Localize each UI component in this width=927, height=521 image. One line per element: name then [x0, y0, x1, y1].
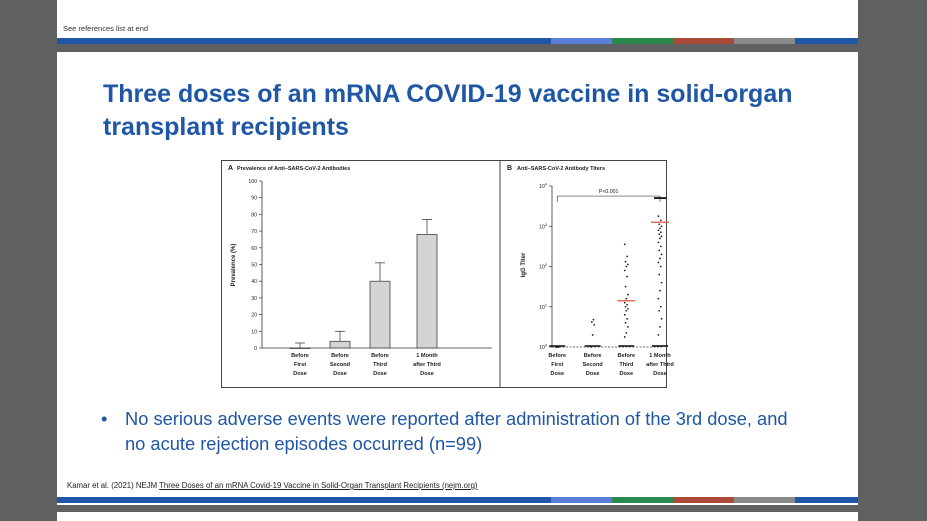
panel-b-data-point [658, 334, 660, 336]
panel-b-data-point [658, 241, 660, 243]
panel-b-data-point [660, 231, 662, 233]
bullet-marker: • [101, 408, 108, 429]
stripe-segment [551, 497, 612, 503]
panel-a-category-label: after Third [413, 362, 441, 368]
panel-b-y-tick-label: $10^0$ [539, 343, 547, 351]
stripe-segment [612, 497, 673, 503]
stripe-segment [673, 38, 734, 44]
panel-a-category-label: Before [291, 353, 309, 359]
main-slide [57, 52, 858, 505]
panel-b-data-point [660, 266, 662, 268]
panel-b-y-tick-label: $10^2$ [539, 263, 547, 271]
panel-b-y-tick-label: $10^1$ [539, 303, 547, 311]
panel-b-data-point [660, 245, 662, 247]
panel-b-data-point [626, 304, 628, 306]
panel-b-category-label: First [551, 362, 564, 368]
panel-b-data-point [625, 310, 627, 312]
panel-b-data-point [627, 308, 629, 310]
citation-link[interactable]: Three Doses of an mRNA Covid-19 Vaccine in Solid-Organ Transplant Recipients (nejm.org) [159, 481, 478, 490]
panel-b-category-label: Third [619, 362, 634, 368]
panel-b-data-point [625, 261, 627, 263]
panel-b-data-point [658, 229, 660, 231]
bullet-text [125, 406, 850, 456]
panel-b-data-point [625, 298, 627, 300]
panel-a-bar [330, 341, 350, 348]
panel-a-y-tick-label: 100 [248, 179, 257, 185]
stripe-segment [734, 497, 795, 503]
panel-b-data-point [658, 223, 660, 225]
panel-a-y-tick-label: 30 [251, 295, 257, 302]
panel-a-category-label: Dose [373, 371, 387, 377]
panel-b-data-point [661, 254, 663, 256]
panel-a-category-label: Dose [333, 371, 347, 377]
bullet-line-2: no acute rejection episodes occurred (n=99) [125, 433, 483, 454]
panel-b-data-point [624, 270, 626, 272]
bullet-line-1: No serious adverse events were reported after administration of the 3rd dose, and [125, 408, 788, 429]
panel-a-category-label: Before [331, 353, 349, 359]
panel-b-title: Anti–SARS-CoV-2 Antibody Titers [517, 166, 606, 172]
stripe-segment [673, 497, 734, 503]
panel-b-y-tick-label: $10^3$ [539, 222, 547, 231]
stripe-segment [551, 38, 612, 44]
panel-a-category-label: 1 Month [416, 353, 438, 359]
panel-b-category-label: Before [617, 353, 636, 359]
stripe-segment [57, 38, 551, 44]
panel-a-bar [417, 234, 437, 348]
stripe-segment [795, 38, 858, 44]
panel-b-data-point [591, 321, 593, 323]
panel-b-category-label: Before [548, 353, 567, 359]
panel-a-y-label: Prevalence (%) [231, 243, 237, 287]
citation-prefix: Kamar et al. (2021) NEJM [67, 481, 160, 490]
panel-b-data-point [625, 286, 627, 288]
panel-a-y-tick-label: 40 [251, 279, 257, 286]
panel-a-y-tick-label: 90 [251, 195, 257, 202]
panel-b-category-label: Second [582, 362, 603, 368]
slide-title-line-2: transplant recipients [103, 113, 349, 141]
panel-b-category-label: Dose [619, 371, 634, 377]
panel-a-bar [290, 348, 310, 349]
panel-a-letter: A [228, 165, 234, 172]
panel-b-data-point [659, 326, 661, 328]
citation [67, 481, 478, 490]
stripe-segment [795, 497, 858, 503]
panel-b-data-point [593, 324, 595, 326]
panel-b-data-point [660, 306, 662, 308]
panel-b-y-tick-label: $10^4$ [539, 182, 547, 190]
panel-a-title: Prevalence of Anti–SARS-CoV-2 Antibodies [237, 166, 351, 172]
panel-b-letter: B [507, 165, 513, 172]
panel-a-y-tick-label: 50 [251, 262, 257, 269]
panel-a-category-label: Dose [293, 371, 307, 377]
panel-b-data-point [661, 235, 663, 237]
panel-b-data-point [593, 319, 595, 321]
panel-b-data-point [624, 302, 626, 304]
panel-b-data-point [624, 336, 626, 338]
slide-title [103, 78, 803, 144]
p-value-annotation: P<0.001 [598, 189, 619, 196]
panel-b-data-point [658, 274, 660, 276]
figure-canvas [222, 161, 674, 387]
panel-a-y-tick-label: 0 [254, 346, 257, 352]
panel-b-data-point [659, 227, 661, 229]
slide-title-line-1: Three doses of an mRNA COVID-19 vaccine in solid-organ [103, 80, 793, 108]
panel-a-y-tick-label: 20 [251, 312, 257, 319]
stripe-segment [734, 38, 795, 44]
next-slide [57, 512, 858, 521]
panel-b-data-point [661, 282, 663, 284]
slide-color-stripe [57, 497, 858, 503]
panel-b-data-point [659, 237, 661, 239]
panel-b-data-point [658, 298, 660, 300]
panel-b-data-point [626, 276, 628, 278]
panel-b-category-label: Dose [653, 371, 667, 377]
panel-b-data-point [625, 306, 627, 308]
panel-b-data-point [658, 215, 660, 217]
panel-b-data-point [658, 250, 660, 252]
panel-b-category-label: Dose [585, 371, 600, 377]
panel-b-data-point [625, 266, 627, 268]
panel-b-data-point [660, 219, 662, 221]
panel-a-bar [370, 281, 390, 348]
panel-a-y-tick-label: 60 [251, 245, 257, 252]
panel-b-data-point [659, 290, 661, 292]
panel-b-data-point [627, 326, 629, 328]
panel-a-category-label: First [293, 362, 307, 368]
panel-b-category-label: after Third [646, 362, 674, 368]
panel-b-data-point [661, 318, 663, 320]
panel-b-data-point [624, 243, 626, 245]
panel-b-data-point [658, 310, 660, 312]
panel-b-category-label: 1 Month [649, 353, 671, 359]
stripe-segment [57, 497, 551, 503]
panel-b-data-point [658, 233, 660, 235]
panel-a-y-tick-label: 80 [251, 212, 257, 219]
references-note: See references list at end [63, 24, 149, 33]
panel-b-data-point [658, 262, 660, 264]
panel-b-data-point [661, 225, 663, 227]
previous-slide [57, 0, 858, 44]
panel-b-data-point [624, 314, 626, 316]
panel-b-data-point [592, 334, 594, 336]
slide-color-stripe [57, 38, 858, 44]
panel-b-data-point [659, 258, 661, 260]
panel-b-data-point [625, 332, 627, 334]
panel-a-category-label: Third [373, 362, 387, 368]
panel-b-category-label: Dose [550, 371, 565, 377]
panel-b-data-point [626, 256, 628, 258]
panel-b-data-point [627, 294, 629, 296]
panel-a-category-label: Dose [420, 371, 434, 377]
panel-a-y-tick-label: 70 [251, 229, 257, 236]
stripe-segment [612, 38, 673, 44]
panel-b-data-point [627, 264, 629, 266]
panel-b-category-label: Before [583, 353, 602, 359]
panel-b-y-label: IgG Titer [521, 252, 527, 278]
panel-b-data-point [625, 322, 627, 324]
panel-a-y-tick-label: 10 [251, 329, 257, 336]
panel-a-category-label: Before [371, 353, 389, 359]
panel-b-data-point [626, 318, 628, 320]
panel-a-category-label: Second [329, 362, 351, 368]
nejm-figure [221, 160, 674, 388]
